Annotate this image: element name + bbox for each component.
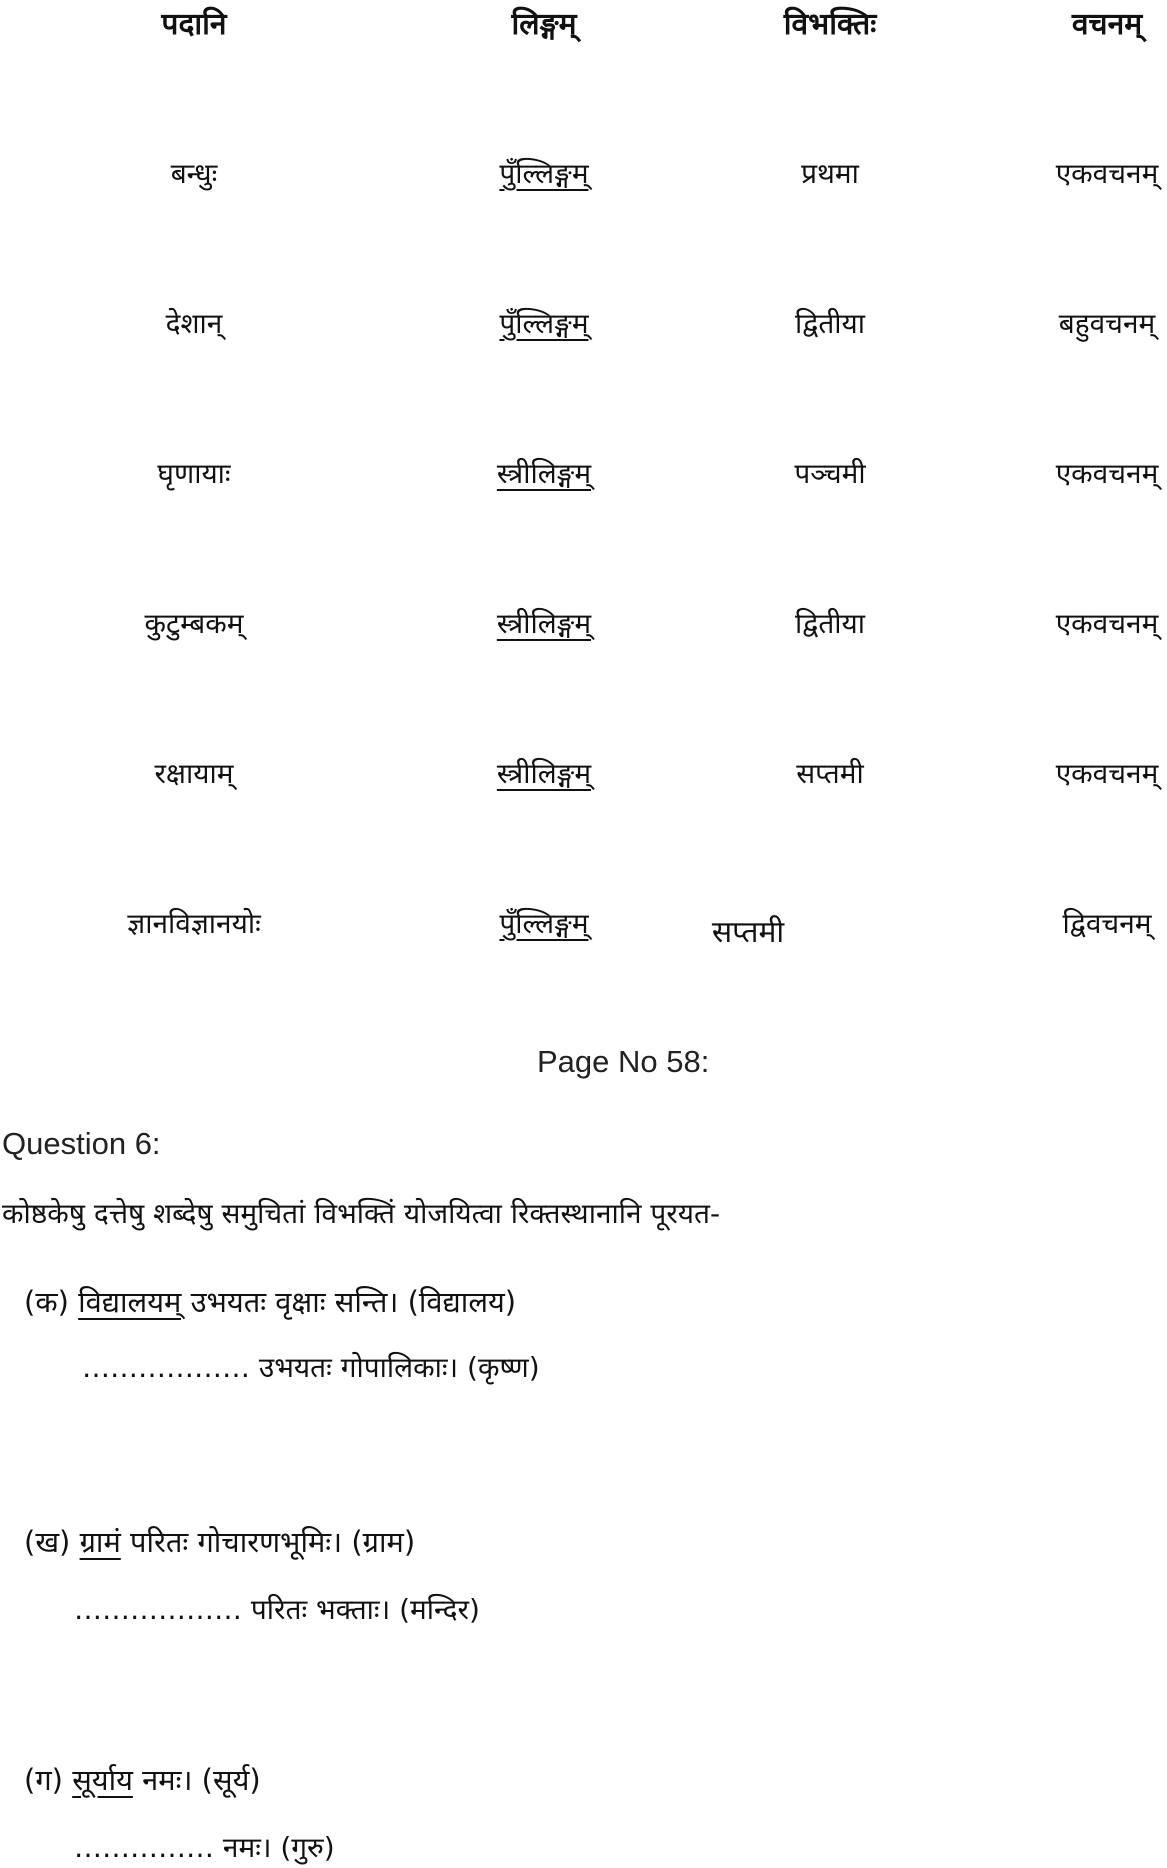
blank-line [82, 1348, 540, 1386]
blank-rest: परितः भक्ताः। (मन्दिर) [250, 1593, 480, 1626]
table-cell-vachana: एकवचनम् [1055, 757, 1159, 790]
example-rest: परितः गोचारणभूमिः। (ग्राम) [130, 1525, 416, 1559]
table-cell-linga: पुँल्लिङ्गम् [499, 907, 589, 940]
blank-dots: …………… [74, 1831, 214, 1864]
table-cell-vachana: एकवचनम् [1055, 457, 1159, 490]
table-cell-linga: स्त्रीलिङ्गम् [496, 457, 592, 490]
table-cell-linga: पुँल्लिङ्गम् [499, 157, 589, 190]
blank-dots: ……………… [74, 1593, 242, 1626]
table-cell-vachana: द्विवचनम् [1062, 907, 1152, 940]
header-lingam: लिङ्गम् [511, 7, 577, 42]
table-cell-vibhakti: सप्तमी [796, 757, 864, 790]
table-cell-vibhakti: सप्तमी [711, 915, 785, 950]
example-answer: सूर्याय [72, 1763, 133, 1797]
table-cell-pada: कुटुम्बकम् [144, 607, 244, 640]
table-cell-vachana: एकवचनम् [1055, 157, 1159, 190]
table-cell-vibhakti: पञ्चमी [794, 457, 866, 490]
blank-rest: नमः। (गुरु) [222, 1831, 335, 1864]
table-cell-vibhakti: द्वितीया [794, 607, 866, 640]
example-rest: उभयतः वृक्षाः सन्ति। (विद्यालय) [190, 1285, 517, 1319]
table-cell-pada: देशान् [165, 307, 223, 340]
table-cell-linga: पुँल्लिङ्गम् [499, 307, 589, 340]
example-answer: ग्रामं [79, 1525, 121, 1559]
table-cell-pada: रक्षायाम् [154, 757, 234, 790]
header-vibhakti: विभक्तिः [783, 7, 877, 42]
table-cell-vachana: बहुवचनम् [1058, 307, 1156, 340]
blank-line [74, 1828, 335, 1866]
example-line [24, 1282, 516, 1321]
page-number: Page No 58: [537, 1044, 710, 1079]
example-answer: विद्यालयम् [78, 1285, 182, 1319]
item-marker: (क) [24, 1285, 69, 1319]
table-cell-linga: स्त्रीलिङ्गम् [496, 607, 592, 640]
table-cell-pada: बन्धुः [170, 157, 218, 190]
header-vachanam: वचनम् [1071, 7, 1143, 42]
item-marker: (ख) [24, 1525, 71, 1559]
table-cell-linga: स्त्रीलिङ्गम् [496, 757, 592, 790]
example-rest: नमः। (सूर्य) [142, 1763, 261, 1797]
item-marker: (ग) [24, 1763, 63, 1797]
example-line [24, 1522, 415, 1561]
blank-line [74, 1590, 480, 1628]
example-line [24, 1760, 261, 1799]
question-instruction: कोष्ठकेषु दत्तेषु शब्देषु समुचितां विभक्तिं योजयित्वा रिक्तस्थानानि पूरयत- [2, 1197, 721, 1230]
table-cell-vibhakti: प्रथमा [801, 157, 859, 190]
table-cell-pada: ज्ञानविज्ञानयोः [127, 907, 261, 940]
table-cell-vibhakti: द्वितीया [794, 307, 866, 340]
table-cell-pada: घृणायाः [157, 457, 231, 490]
blank-rest: उभयतः गोपालिकाः। (कृष्ण) [258, 1351, 540, 1384]
table-cell-vachana: एकवचनम् [1055, 607, 1159, 640]
header-padani: पदानि [161, 7, 227, 42]
blank-dots: ……………… [82, 1351, 250, 1384]
question-title: Question 6: [2, 1126, 161, 1161]
